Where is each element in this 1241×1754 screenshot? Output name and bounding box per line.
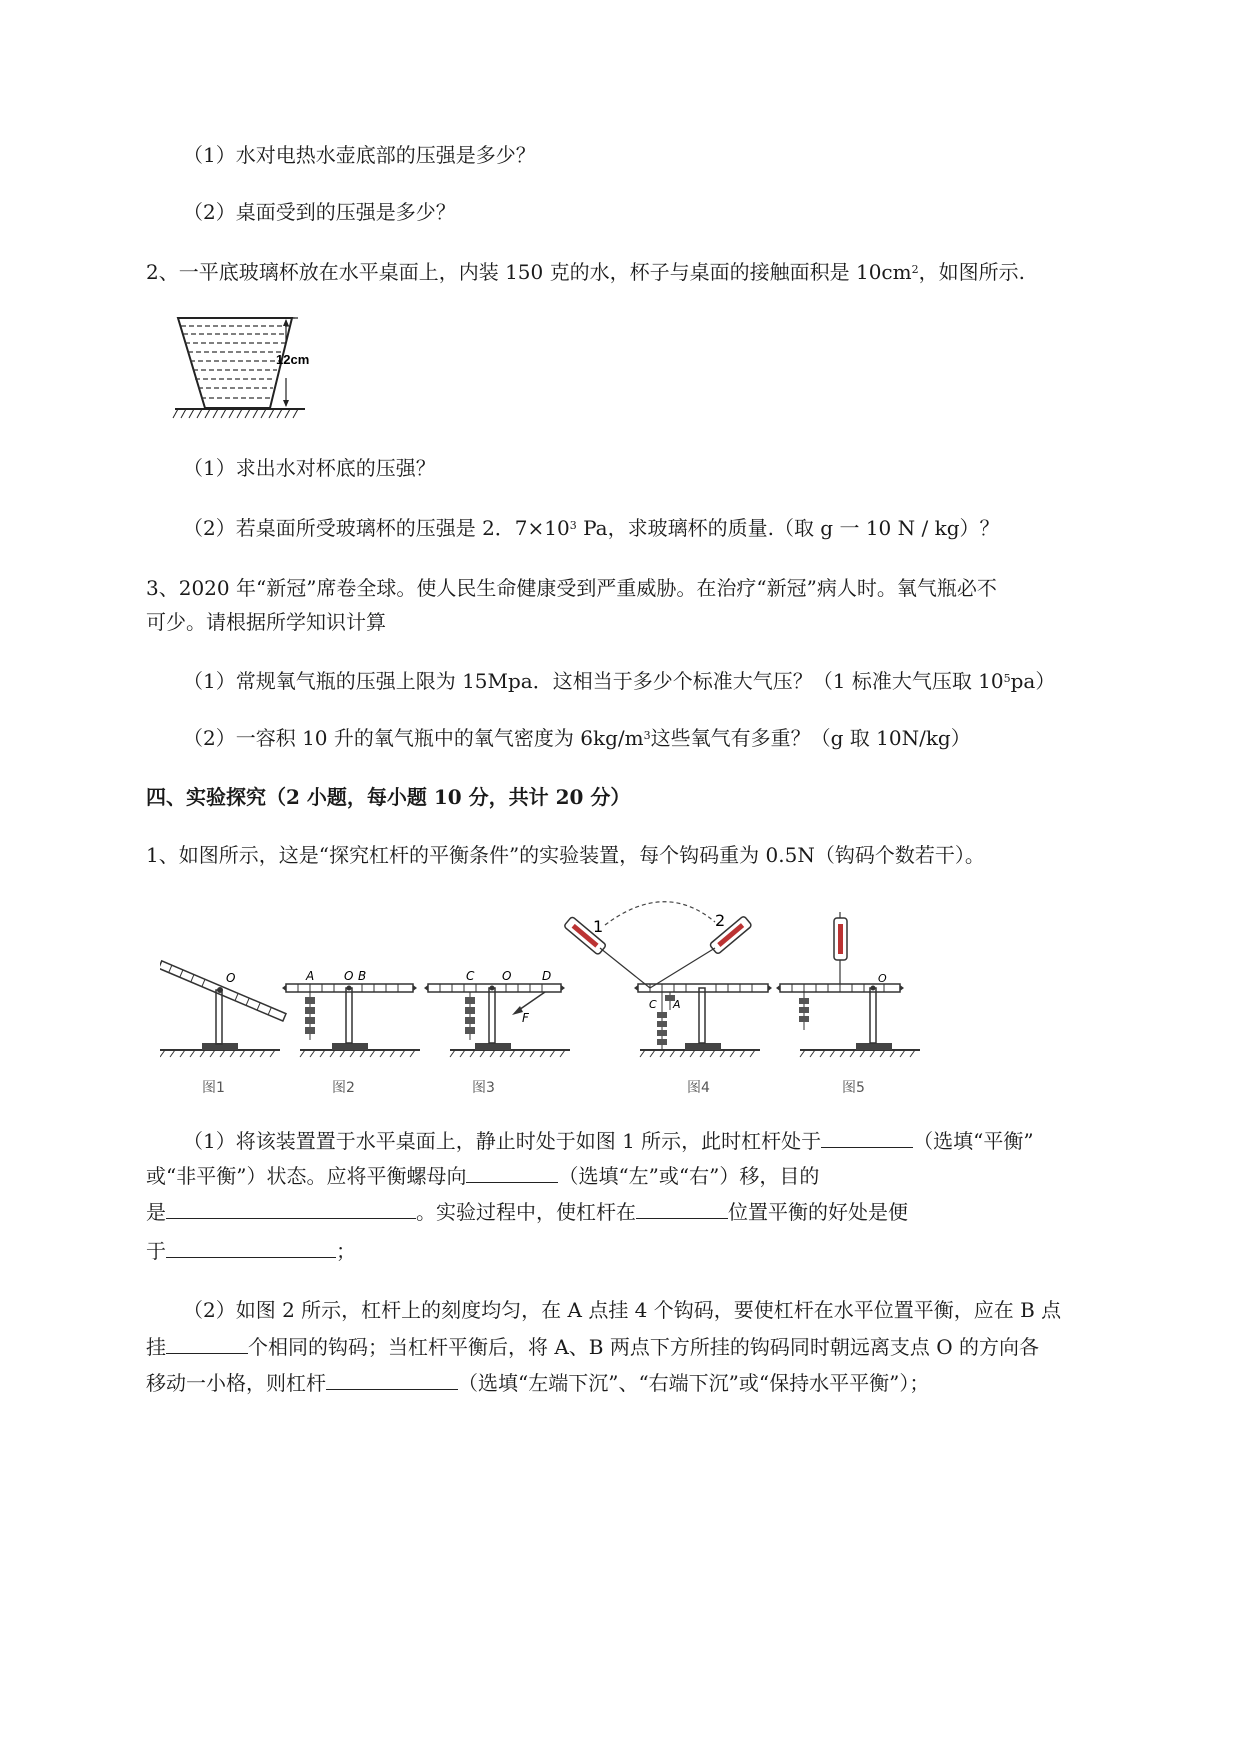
q3-sub2: （2）一容积 10 升的氧气瓶中的氧气密度为 $6kg/m^3$这些氧气有多重？（g 取 10N/kg） — [183, 726, 971, 750]
fig3-label-d: D — [542, 969, 552, 983]
q3-stem-line1: 3、2020 年“新冠”席卷全球。使人民生命健康受到严重威胁。在治疗“新冠”病人时。氧气瓶必不 — [146, 576, 997, 600]
fig4-label-c: C — [649, 998, 657, 1011]
fig5-label-o: O — [878, 972, 887, 985]
q1-sub1: （1）水对电热水壶底部的压强是多少？ — [183, 143, 536, 167]
fig4-label-1: 1 — [593, 917, 604, 936]
fig3-label-f: F — [522, 1011, 529, 1025]
figure-1 — [160, 961, 286, 1096]
q2-sub1: （1）求出水对杯底的压强？ — [183, 456, 436, 480]
fig3-caption: 图3 — [472, 1080, 495, 1096]
exp1-p1-line4: 于 ； — [146, 1235, 356, 1266]
fig2-caption: 图2 — [332, 1080, 355, 1096]
exp1-p2-line2: 挂 个相同的钩码；当杠杆平衡后，将 A、B 两点下方所挂的钩码同时朝远离支点 O 的方向各 — [146, 1331, 1039, 1362]
height-label: 12cm — [276, 352, 310, 367]
exp1-p2-line3: 移动一小格，则杠杆 （选填“左端下沉”、“右端下沉”或“保持水平平衡”）； — [146, 1367, 929, 1398]
exp1-p1-line1: （1）将该装置置于水平桌面上，静止时处于如图 1 所示，此时杠杆处于 （选填“平衡” — [183, 1125, 1034, 1156]
fig2-label-a: A — [306, 969, 315, 983]
fig2-label-b: B — [358, 969, 367, 983]
fig3-label-o: O — [502, 969, 512, 983]
blank-6[interactable] — [166, 1331, 248, 1354]
blank-4[interactable] — [636, 1196, 728, 1219]
q1-sub2: （2）桌面受到的压强是多少？ — [183, 200, 456, 224]
glass-cup-figure — [170, 312, 320, 427]
exp1-p2-line1: （2）如图 2 所示，杠杆上的刻度均匀，在 A 点挂 4 个钩码，要使杠杆在水平位置平衡，应在 B 点 — [183, 1298, 1062, 1322]
figure-2 — [282, 969, 420, 1096]
fig3-label-c: C — [466, 969, 475, 983]
fig1-caption: 图1 — [202, 1080, 225, 1096]
blank-3[interactable] — [166, 1196, 416, 1219]
figure-5 — [776, 912, 920, 1096]
section-heading: 四、实验探究（2 小题，每小题 10 分，共计 20 分） — [146, 785, 631, 809]
q2-stem: 2、一平底玻璃杯放在水平桌面上，内装 150 克的水，杯子与桌面的接触面积是 $10cm^2$，如图所示. — [146, 260, 1025, 284]
fig1-label-o: O — [226, 971, 236, 985]
q3-stem-line2: 可少。请根据所学知识计算 — [146, 610, 386, 634]
exp1-stem: 1、如图所示，这是“探究杠杆的平衡条件”的实验装置，每个钩码重为 0.5N（钩码个数若干）。 — [146, 843, 985, 867]
blank-7[interactable] — [326, 1367, 458, 1390]
figure-3 — [424, 969, 570, 1096]
fig2-label-o: O — [344, 969, 354, 983]
fig4-label-a: A — [673, 998, 681, 1011]
blank-2[interactable] — [466, 1160, 558, 1183]
fig5-caption: 图5 — [842, 1080, 865, 1096]
exp1-p1-line3: 是 。实验过程中，使杠杆在 位置平衡的好处是便 — [146, 1196, 908, 1227]
fig4-label-2: 2 — [715, 911, 726, 930]
q2-sub2: （2）若桌面所受玻璃杯的压强是 2．$7\times 10^3$ Pa，求玻璃杯的质量.（取 g 一 10 N / kg）？ — [183, 516, 1000, 540]
blank-5[interactable] — [166, 1235, 336, 1258]
exp1-p1-line2: 或“非平衡”）状态。应将平衡螺母向 （选填“左”或“右”）移，目的 — [146, 1160, 819, 1191]
lever-figures — [160, 900, 1080, 1105]
fig4-caption: 图4 — [687, 1080, 710, 1096]
figure-4 — [564, 902, 772, 1096]
q3-sub1: （1）常规氧气瓶的压强上限为 15Mpa．这相当于多少个标准大气压？（1 标准大气压取 $10^5pa$） — [183, 669, 1056, 693]
blank-1[interactable] — [821, 1125, 913, 1148]
